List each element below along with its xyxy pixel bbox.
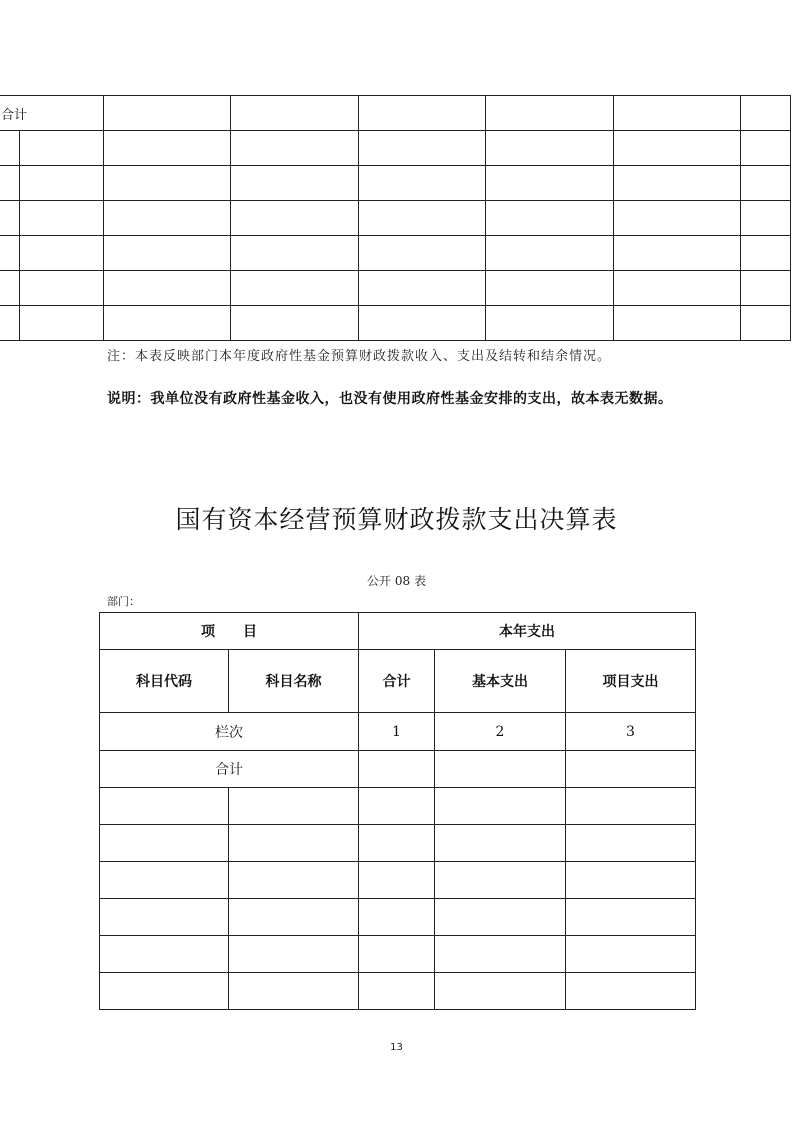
col-index-1: 1 xyxy=(359,713,435,751)
table-header-row xyxy=(100,613,696,650)
sum-row xyxy=(100,751,696,788)
table-row xyxy=(0,236,791,271)
page-title: 国有资本经营预算财政拨款支出决算表 xyxy=(175,505,618,534)
header-expense: 本年支出 xyxy=(359,613,696,650)
table-row xyxy=(100,825,696,862)
col-index-2: 2 xyxy=(435,713,566,751)
table-row xyxy=(100,973,696,1010)
explanation-text: 说明：我单位没有政府性基金收入，也没有使用政府性基金安排的支出，故本表无数据。 xyxy=(107,391,673,407)
sum-label: 合计 xyxy=(100,751,359,788)
col-subject-name: 科目名称 xyxy=(229,650,359,713)
col-total: 合计 xyxy=(359,650,435,713)
table-row xyxy=(100,788,696,825)
table-row xyxy=(100,862,696,899)
table-header-row xyxy=(100,650,696,713)
col-project-expense: 项目支出 xyxy=(566,650,696,713)
sum-label: 合计 xyxy=(0,96,104,131)
table-row xyxy=(0,306,791,341)
table-row xyxy=(0,96,791,131)
table-row xyxy=(0,131,791,166)
row-index-label: 栏次 xyxy=(100,713,359,751)
table-row xyxy=(100,936,696,973)
form-number: 公开 08 表 xyxy=(367,574,426,588)
col-basic-expense: 基本支出 xyxy=(435,650,566,713)
page-number: 13 xyxy=(390,1042,403,1053)
table-row xyxy=(0,271,791,306)
col-index-3: 3 xyxy=(566,713,696,751)
expense-table xyxy=(99,612,696,1010)
table-row xyxy=(0,166,791,201)
table-row xyxy=(100,899,696,936)
table-row xyxy=(0,201,791,236)
column-index-row xyxy=(100,713,696,751)
department-label: 部门： xyxy=(107,595,140,608)
col-subject-code: 科目代码 xyxy=(100,650,229,713)
previous-table xyxy=(0,95,791,341)
table-note: 注：本表反映部门本年度政府性基金预算财政拨款收入、支出及结转和结余情况。 xyxy=(107,349,612,364)
header-project: 项 目 xyxy=(100,613,359,650)
